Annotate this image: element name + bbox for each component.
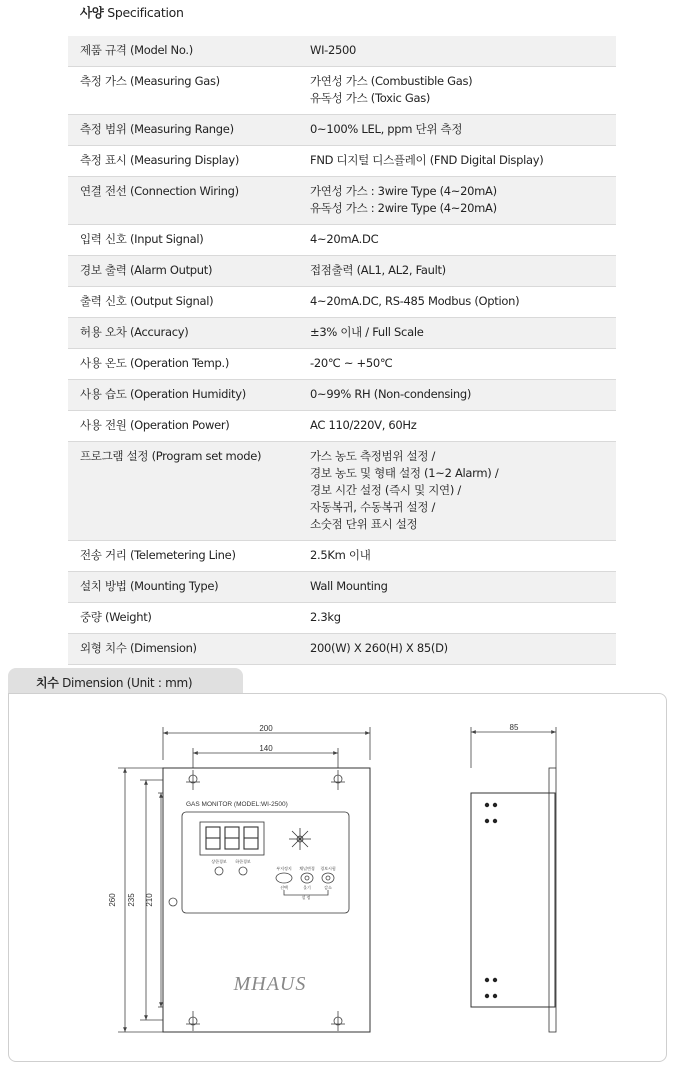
spec-value-line: 2.5Km 이내 xyxy=(310,548,371,562)
spec-value-line: ±3% 이내 / Full Scale xyxy=(310,325,424,339)
dimension-tab-en: Dimension (Unit : mm) xyxy=(62,676,193,690)
led-label-1: 상한경보 xyxy=(211,859,227,864)
dimension-tab-ko: 치수 xyxy=(36,676,59,690)
buzzer-stop-button xyxy=(276,873,292,883)
button-label-2: 채널변경 xyxy=(299,866,315,871)
spec-label: 측정 표시 (Measuring Display) xyxy=(68,146,308,177)
spec-value-line: 2.3kg xyxy=(310,610,341,624)
width-label: 200 xyxy=(259,724,273,733)
panel-title: GAS MONITOR (MODEL:WI-2500) xyxy=(186,801,288,808)
spec-value-line: 4~20mA.DC, RS-485 Modbus (Option) xyxy=(310,294,520,308)
height2-label: 235 xyxy=(127,893,136,907)
spec-value-line: -20℃ ~ +50℃ xyxy=(310,356,393,370)
spec-label: 중량 (Weight) xyxy=(68,603,308,634)
spec-label: 측정 가스 (Measuring Gas) xyxy=(68,67,308,115)
led-label-2: 하한경보 xyxy=(235,859,251,864)
spec-label: 사용 온도 (Operation Temp.) xyxy=(68,349,308,380)
depth-label: 85 xyxy=(509,723,519,732)
spec-label: 입력 신호 (Input Signal) xyxy=(68,225,308,256)
height-label: 260 xyxy=(108,893,117,907)
hole-spacing-label: 140 xyxy=(259,744,273,753)
spec-value-line: 가연성 가스 (Combustible Gas) xyxy=(310,74,473,88)
spec-value-line: 자동복귀, 수동복귀 설정 / xyxy=(310,500,436,514)
spec-label: 연결 전선 (Connection Wiring) xyxy=(68,177,308,225)
spec-value-line: 가스 농도 측정범위 설정 / xyxy=(310,449,436,463)
digit-display-icon xyxy=(206,827,258,849)
spec-value-line: 경보 시간 설정 (즉시 및 지연) / xyxy=(310,483,461,497)
led-high-alarm xyxy=(215,867,223,875)
sensor-icon xyxy=(289,828,311,850)
spec-label: 제품 규격 (Model No.) xyxy=(68,36,308,67)
enclosure-side xyxy=(471,793,555,1007)
button-sub-1: 선택 xyxy=(280,885,288,890)
spec-label: 전송 거리 (Telemetering Line) xyxy=(68,541,308,572)
spec-value-line: 경보 농도 및 형태 설정 (1~2 Alarm) / xyxy=(310,466,499,480)
spec-value-line: 가연성 가스 : 3wire Type (4~20mA) xyxy=(310,184,497,198)
brand-logo: MHAUS xyxy=(233,973,307,995)
spec-title-en: Specification xyxy=(107,5,184,20)
spec-value-line: Wall Mounting xyxy=(310,579,388,593)
spec-value-line: 200(W) X 260(H) X 85(D) xyxy=(310,641,448,655)
spec-value-line: 유독성 가스 : 2wire Type (4~20mA) xyxy=(310,201,497,215)
led-low-alarm xyxy=(239,867,247,875)
spec-label: 허용 오차 (Accuracy) xyxy=(68,318,308,349)
button-sub-3: 감소 xyxy=(324,885,332,890)
spec-label: 측정 범위 (Measuring Range) xyxy=(68,115,308,146)
spec-label: 사용 습도 (Operation Humidity) xyxy=(68,380,308,411)
spec-label: 사용 전원 (Operation Power) xyxy=(68,411,308,442)
spec-value-line: AC 110/220V, 60Hz xyxy=(310,418,417,432)
button-label-3: 경보시험 xyxy=(320,866,336,871)
spec-value-line: WI-2500 xyxy=(310,43,357,57)
spec-value-line: 유독성 가스 (Toxic Gas) xyxy=(310,91,431,105)
spec-label: 경보 출력 (Alarm Output) xyxy=(68,256,308,287)
spec-value-line: 4~20mA.DC xyxy=(310,232,379,246)
spec-value-line: 소숫점 단위 표시 설정 xyxy=(310,517,418,531)
spec-label: 프로그램 설정 (Program set mode) xyxy=(68,442,308,541)
spec-value-line: FND 디지털 디스플레이 (FND Digital Display) xyxy=(310,153,544,167)
spec-value-line: 접점출력 (AL1, AL2, Fault) xyxy=(310,263,446,277)
spec-value-line: 0~99% RH (Non-condensing) xyxy=(310,387,472,401)
spec-label: 출력 신호 (Output Signal) xyxy=(68,287,308,318)
button-label-1: 부저정지 xyxy=(276,866,292,871)
height3-label: 210 xyxy=(145,893,154,907)
button-sub-2: 올기 xyxy=(303,885,311,890)
spec-label: 외형 치수 (Dimension) xyxy=(68,634,308,665)
button-group-label: 설 정 xyxy=(301,895,311,900)
hinge-icon xyxy=(485,803,497,998)
spec-title-ko: 사양 xyxy=(80,5,104,20)
spec-value-line: 0~100% LEL, ppm 단위 측정 xyxy=(310,122,463,136)
spec-label: 설치 방법 (Mounting Type) xyxy=(68,572,308,603)
